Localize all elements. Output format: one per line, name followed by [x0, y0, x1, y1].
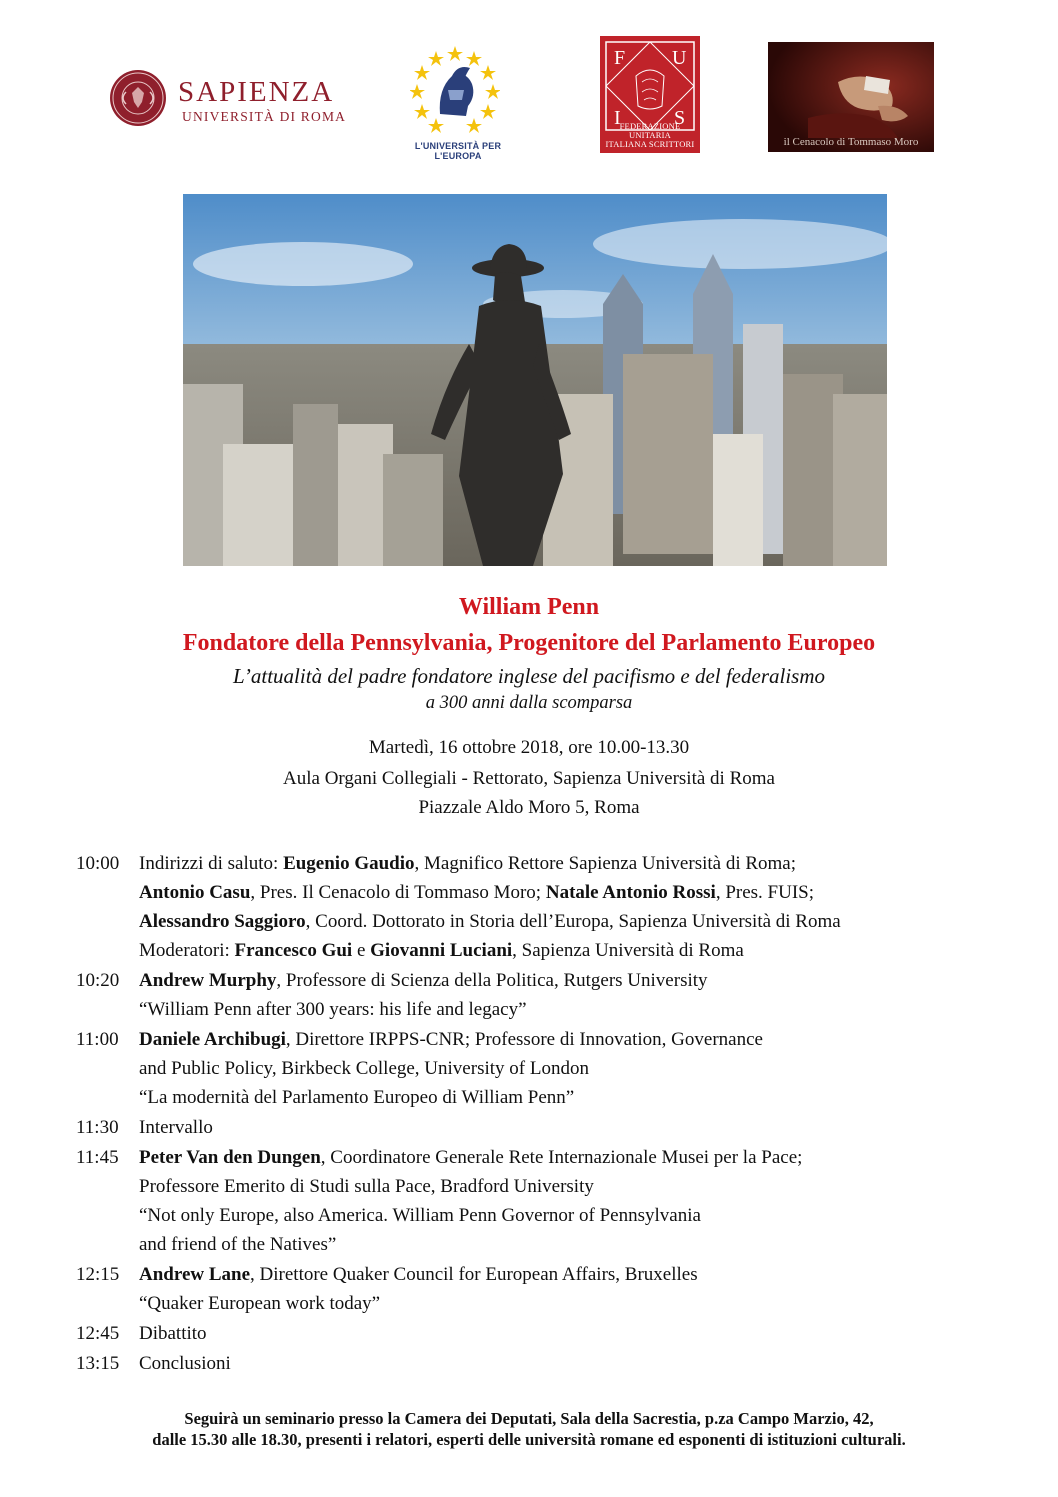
programme-text: Moderatori: [139, 940, 235, 961]
event-venue: Aula Organi Collegiali - Rettorato, Sapienza Università di Roma [283, 768, 775, 789]
programme-line [139, 1289, 1036, 1318]
programme-text: , Coord. Dottorato in Storia dell’Europa, Sapienza Università di Roma [305, 911, 841, 932]
programme-description [139, 1143, 1036, 1259]
programme-item [76, 1025, 1036, 1112]
programme-text: , Direttore IRPPS-CNR; Professore di Innovation, Governance [285, 1029, 763, 1050]
speaker-name: Daniele Archibugi [139, 1029, 286, 1050]
programme-text: Indirizzi di saluto: [139, 853, 284, 874]
programme-line [139, 1113, 1036, 1142]
programme-description [139, 1349, 1036, 1378]
programme-item [76, 1319, 1036, 1348]
programme-time: 12:15 [76, 1264, 120, 1285]
programme-text: “La modernità del Parlamento Europeo di William Penn” [139, 1087, 575, 1108]
sapienza-subtitle: UNIVERSITÀ DI ROMA [182, 109, 347, 124]
cenacolo-logo [768, 42, 934, 152]
programme-text: and Public Policy, Birkbeck College, University of London [139, 1058, 589, 1079]
fuis-caption-line1: FEDERAZIONE UNITARIA [619, 121, 681, 141]
programme-text: , Direttore Quaker Council for European Affairs, Bruxelles [250, 1264, 698, 1285]
event-tagline-line2: a 300 anni dalla scomparsa [425, 693, 633, 713]
event-title: William Penn [458, 594, 600, 620]
programme-time: 11:30 [76, 1117, 119, 1138]
programme-description [139, 966, 1036, 1024]
hero-image [183, 194, 887, 566]
programme-text: Professore Emerito di Studi sulla Pace, Bradford University [139, 1176, 594, 1197]
event-subtitle: Fondatore della Pennsylvania, Progenitore del Parlamento Europeo [182, 630, 876, 656]
footer-line2: dalle 15.30 alle 18.30, presenti i relatori, esperti delle università romane ed esponenti di istituzioni culturali. [152, 1430, 906, 1449]
fuis-letter-i: I [614, 107, 621, 129]
speaker-name: Andrew Lane [139, 1264, 251, 1285]
programme-line [139, 936, 1036, 965]
footer-note [0, 1408, 1058, 1450]
programme-text: “Quaker European work today” [139, 1293, 381, 1314]
fuis-caption-line2: ITALIANA SCRITTORI [605, 139, 695, 150]
footer-line1: Seguirà un seminario presso la Camera dei Deputati, Sala della Sacrestia, p.za Campo Marzio, 42, [184, 1409, 874, 1428]
programme-time: 13:15 [76, 1353, 120, 1374]
programme-time: 11:00 [76, 1029, 119, 1050]
programme-line [139, 1260, 1036, 1289]
programme-text: , Sapienza Università di Roma [512, 940, 744, 961]
fuis-letter-s: S [674, 107, 686, 129]
programme-description [139, 1319, 1036, 1348]
fuis-caption [600, 122, 700, 149]
cenacolo-caption: il Cenacolo di Tommaso Moro [783, 136, 919, 148]
event-address: Piazzale Aldo Moro 5, Roma [418, 797, 640, 818]
programme-line [139, 907, 1036, 936]
programme-list [76, 849, 1036, 1379]
programme-item [76, 1349, 1036, 1378]
speaker-name: Antonio Casu [139, 882, 251, 903]
programme-description [139, 849, 1036, 965]
programme-text: , Pres. FUIS; [715, 882, 814, 903]
programme-time: 10:00 [76, 853, 120, 874]
programme-item [76, 966, 1036, 1024]
programme-line [139, 966, 1036, 995]
programme-text: Dibattito [139, 1323, 207, 1344]
fuis-logo [600, 36, 700, 153]
programme-text: and friend of the Natives” [139, 1234, 337, 1255]
fuis-letter-f: F [614, 47, 626, 69]
speaker-name: Alessandro Saggioro [139, 911, 306, 932]
eu-stars-icon [410, 44, 500, 136]
programme-line [139, 878, 1036, 907]
programme-text: “William Penn after 300 years: his life and legacy” [139, 999, 527, 1020]
speaker-name: Giovanni Luciani [370, 940, 513, 961]
athena-helmet-icon [440, 67, 474, 116]
speaker-name: Natale Antonio Rossi [545, 882, 716, 903]
programme-item [76, 1143, 1036, 1259]
programme-line [139, 1349, 1036, 1378]
programme-description [139, 1260, 1036, 1318]
programme-text: “Not only Europe, also America. William Penn Governor of Pennsylvania [139, 1205, 701, 1226]
programme-item [76, 849, 1036, 965]
programme-line [139, 995, 1036, 1024]
speaker-name: Peter Van den Dungen [139, 1147, 321, 1168]
sapienza-name: SAPIENZA [178, 76, 335, 108]
logo-bar [0, 36, 1058, 161]
programme-line [139, 1230, 1036, 1259]
programme-line [139, 1025, 1036, 1054]
programme-time: 11:45 [76, 1147, 119, 1168]
programme-line [139, 1083, 1036, 1112]
programme-description [139, 1113, 1036, 1142]
eu-university-logo [0, 36, 540, 161]
programme-text: e [352, 940, 371, 961]
programme-text: Intervallo [139, 1117, 213, 1138]
programme-line [139, 1319, 1036, 1348]
programme-text: , Magnifico Rettore Sapienza Università di Roma; [414, 853, 797, 874]
speaker-name: Eugenio Gaudio [283, 853, 415, 874]
event-tagline-line1: L’attualità del padre fondatore inglese del pacifismo e del federalismo [233, 664, 825, 688]
event-date: Martedì, 16 ottobre 2018, ore 10.00-13.30 [368, 737, 690, 758]
programme-text: , Professore di Scienza della Politica, Rutgers University [276, 970, 708, 991]
programme-line [139, 1201, 1036, 1230]
speaker-name: Francesco Gui [234, 940, 353, 961]
fuis-letter-u: U [672, 47, 687, 69]
programme-item [76, 1260, 1036, 1318]
programme-text: Conclusioni [139, 1353, 231, 1374]
programme-line [139, 849, 1036, 878]
statue-skyline-icon [183, 194, 887, 566]
programme-line [139, 1143, 1036, 1172]
programme-line [139, 1054, 1036, 1083]
eu-caption: L'UNIVERSITÀ PER L'EUROPA [414, 141, 502, 161]
programme-time: 10:20 [76, 970, 120, 991]
programme-text: , Coordinatore Generale Rete Internazionale Musei per la Pace; [320, 1147, 803, 1168]
programme-item [76, 1113, 1036, 1142]
programme-time: 12:45 [76, 1323, 120, 1344]
programme-description [139, 1025, 1036, 1112]
programme-line [139, 1172, 1036, 1201]
programme-text: , Pres. Il Cenacolo di Tommaso Moro; [250, 882, 546, 903]
speaker-name: Andrew Murphy [139, 970, 277, 991]
